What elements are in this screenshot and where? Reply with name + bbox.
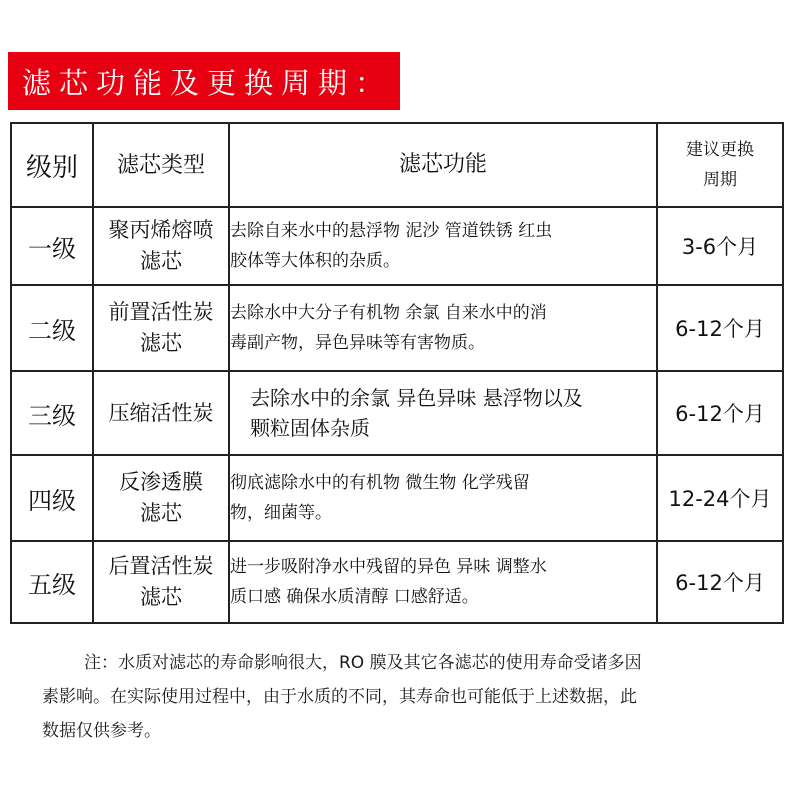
row-type-line2: 滤芯	[140, 501, 182, 525]
row-period: 12-24个月	[657, 455, 783, 541]
row-function-line2: 胶体等大体积的杂质。	[230, 251, 400, 271]
row-period: 6-12个月	[657, 541, 783, 623]
section-title-banner	[8, 52, 400, 110]
row-function	[229, 207, 657, 285]
row-type	[93, 455, 229, 541]
row-function-line2: 颗粒固体杂质	[250, 416, 370, 440]
row-function-line1: 去除水中的余氯 异色异味 悬浮物以及	[250, 386, 583, 410]
row-type-line2: 滤芯	[140, 331, 182, 355]
row-function	[229, 541, 657, 623]
table-row	[11, 207, 783, 285]
footnote	[42, 646, 772, 748]
row-level: 五级	[11, 541, 93, 623]
row-function	[229, 285, 657, 371]
header-level: 级别	[11, 123, 93, 207]
row-type-line1: 压缩活性炭	[108, 400, 214, 425]
row-type-line1: 反渗透膜	[119, 470, 203, 494]
row-type-line2: 滤芯	[140, 585, 182, 609]
footnote-line2: 素影响。在实际使用过程中，由于水质的不同，其寿命也可能低于上述数据，此	[42, 687, 637, 707]
row-level: 二级	[11, 285, 93, 371]
table-header-row	[11, 123, 783, 207]
table-row	[11, 455, 783, 541]
row-level: 一级	[11, 207, 93, 285]
header-period-line2: 周期	[703, 170, 737, 190]
row-period: 6-12个月	[657, 371, 783, 455]
row-type	[93, 541, 229, 623]
row-type-line1: 前置活性炭	[108, 300, 214, 324]
row-level: 三级	[11, 371, 93, 455]
header-function: 滤芯功能	[229, 123, 657, 207]
header-type: 滤芯类型	[93, 123, 229, 207]
row-function	[229, 455, 657, 541]
header-period	[657, 123, 783, 207]
table-row	[11, 285, 783, 371]
row-function	[229, 371, 657, 455]
row-function-line1: 去除水中大分子有机物 余氯 自来水中的消	[230, 303, 547, 323]
row-function-line2: 物，细菌等。	[230, 503, 332, 523]
row-type	[93, 285, 229, 371]
row-period: 6-12个月	[657, 285, 783, 371]
row-level: 四级	[11, 455, 93, 541]
row-type-line2: 滤芯	[140, 249, 182, 273]
row-function-line2: 毒副产物，异色异味等有害物质。	[230, 333, 485, 353]
table-row	[11, 541, 783, 623]
row-type-line1: 后置活性炭	[108, 554, 214, 578]
row-type-line1: 聚丙烯熔喷	[108, 218, 214, 242]
table-row	[11, 371, 783, 455]
row-function-line1: 进一步吸附净水中残留的异色 异味 调整水	[230, 557, 547, 577]
row-period: 3-6个月	[657, 207, 783, 285]
row-function-line1: 去除自来水中的悬浮物 泥沙 管道铁锈 红虫	[230, 221, 553, 241]
header-period-line1: 建议更换	[686, 140, 754, 160]
section-title: 滤芯功能及更换周期：	[22, 65, 393, 100]
row-type	[93, 371, 229, 455]
row-function-line1: 彻底滤除水中的有机物 微生物 化学残留	[230, 473, 530, 493]
row-function-line2: 质口感 确保水质清醇 口感舒适。	[230, 587, 479, 607]
filter-spec-table	[10, 122, 784, 624]
footnote-line1: 注：水质对滤芯的寿命影响很大，RO 膜及其它各滤芯的使用寿命受诸多因	[84, 653, 642, 673]
row-type	[93, 207, 229, 285]
footnote-line3: 数据仅供参考。	[42, 721, 161, 741]
